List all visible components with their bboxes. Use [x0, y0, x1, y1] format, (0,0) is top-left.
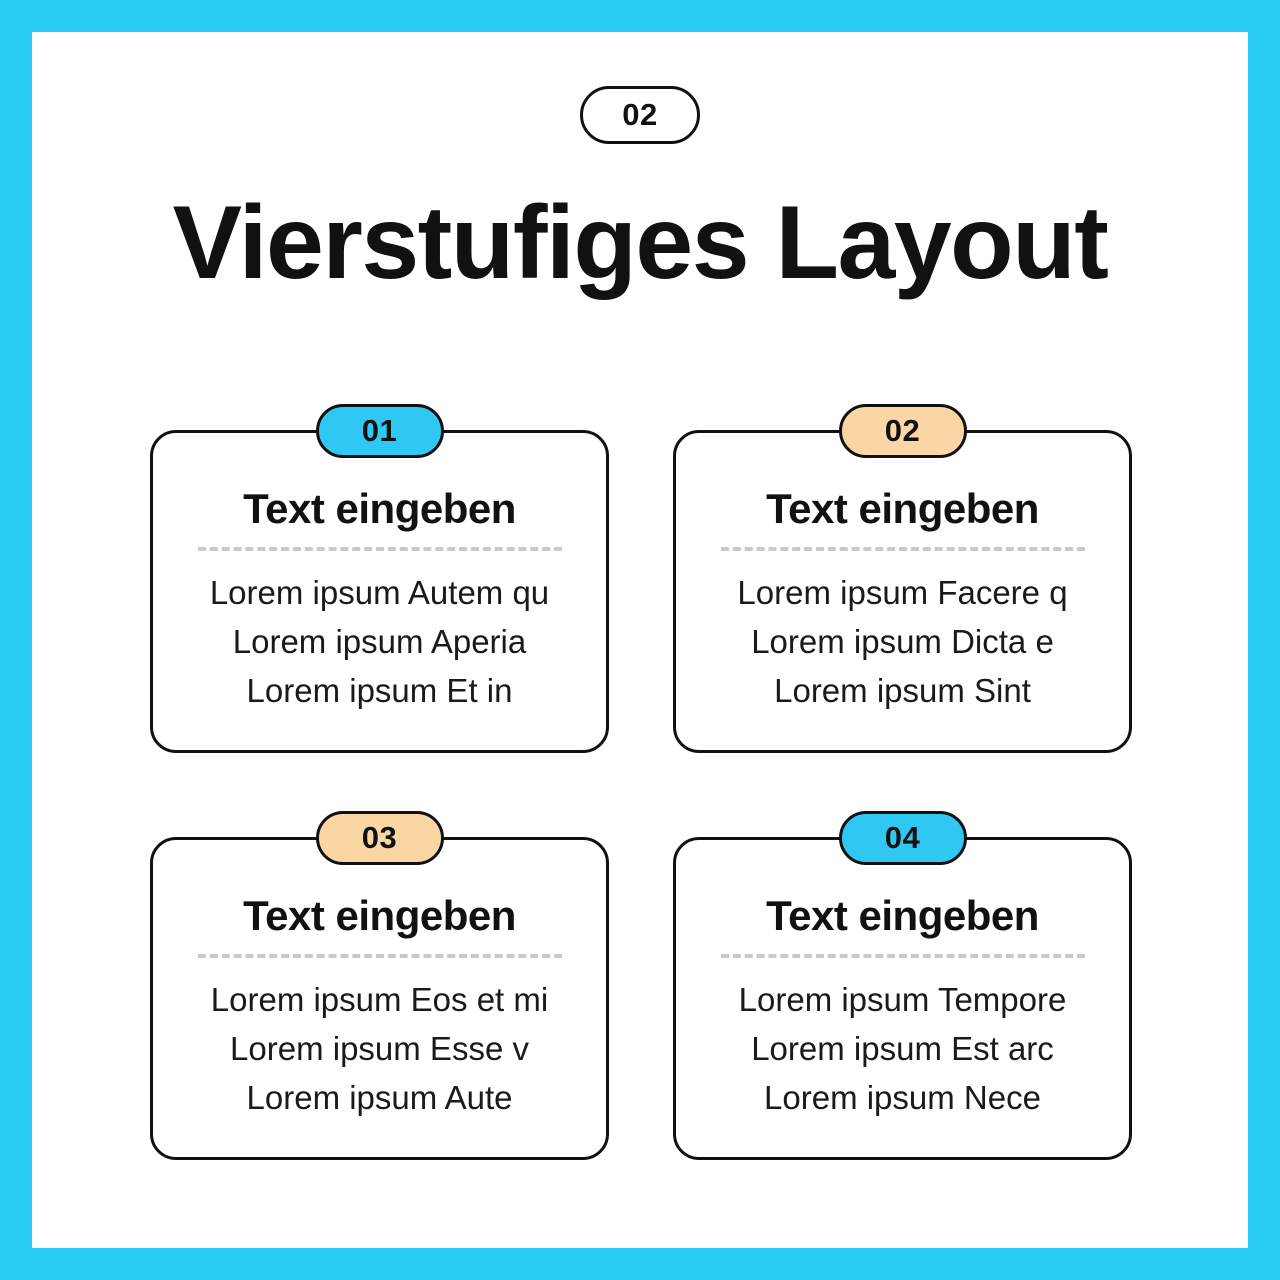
card-1-number-badge: 01 — [316, 404, 444, 458]
card-1-divider — [198, 547, 562, 551]
card-2-divider — [721, 547, 1085, 551]
step-number-badge: 02 — [580, 86, 700, 144]
cards-grid — [150, 404, 1132, 1160]
card-3-body-line: Lorem ipsum Eos et mi — [210, 981, 549, 1018]
card-1[interactable] — [150, 404, 609, 753]
slide-canvas — [32, 32, 1248, 1248]
card-3-body-line: Lorem ipsum Esse v — [230, 1029, 529, 1067]
card-1-body-line: Lorem ipsum Autem qu — [209, 574, 550, 611]
card-3-number-badge: 03 — [316, 811, 444, 865]
card-4-body-line: Lorem ipsum Est arc — [751, 1029, 1054, 1067]
card-4-heading: Text eingeben — [766, 892, 1039, 939]
card-2-body — [712, 569, 1093, 715]
card-1-body-line: Lorem ipsum Et in — [246, 671, 513, 709]
card-4-body — [712, 976, 1093, 1122]
card-3-body-line: Lorem ipsum Aute — [246, 1078, 513, 1116]
card-4-number-badge: 04 — [839, 811, 967, 865]
card-1-body — [189, 569, 570, 715]
card-4-body-line: Lorem ipsum Tempore — [738, 981, 1067, 1018]
page-title: Vierstufiges Layout — [172, 185, 1108, 301]
card-4[interactable] — [673, 811, 1132, 1160]
card-3[interactable] — [150, 811, 609, 1160]
card-3-heading: Text eingeben — [243, 892, 516, 939]
card-1-heading: Text eingeben — [243, 485, 516, 532]
card-2-body-line: Lorem ipsum Dicta e — [751, 622, 1054, 660]
card-4-divider — [721, 954, 1085, 958]
card-1-body-line: Lorem ipsum Aperia — [232, 622, 527, 660]
card-2-body-line: Lorem ipsum Sint — [774, 671, 1031, 709]
card-3-divider — [198, 954, 562, 958]
card-2[interactable] — [673, 404, 1132, 753]
card-2-number-badge: 02 — [839, 404, 967, 458]
card-3-body — [189, 976, 570, 1122]
card-4-body-line: Lorem ipsum Nece — [764, 1078, 1041, 1116]
card-2-body-line: Lorem ipsum Facere q — [737, 574, 1068, 611]
card-2-heading: Text eingeben — [766, 485, 1039, 532]
